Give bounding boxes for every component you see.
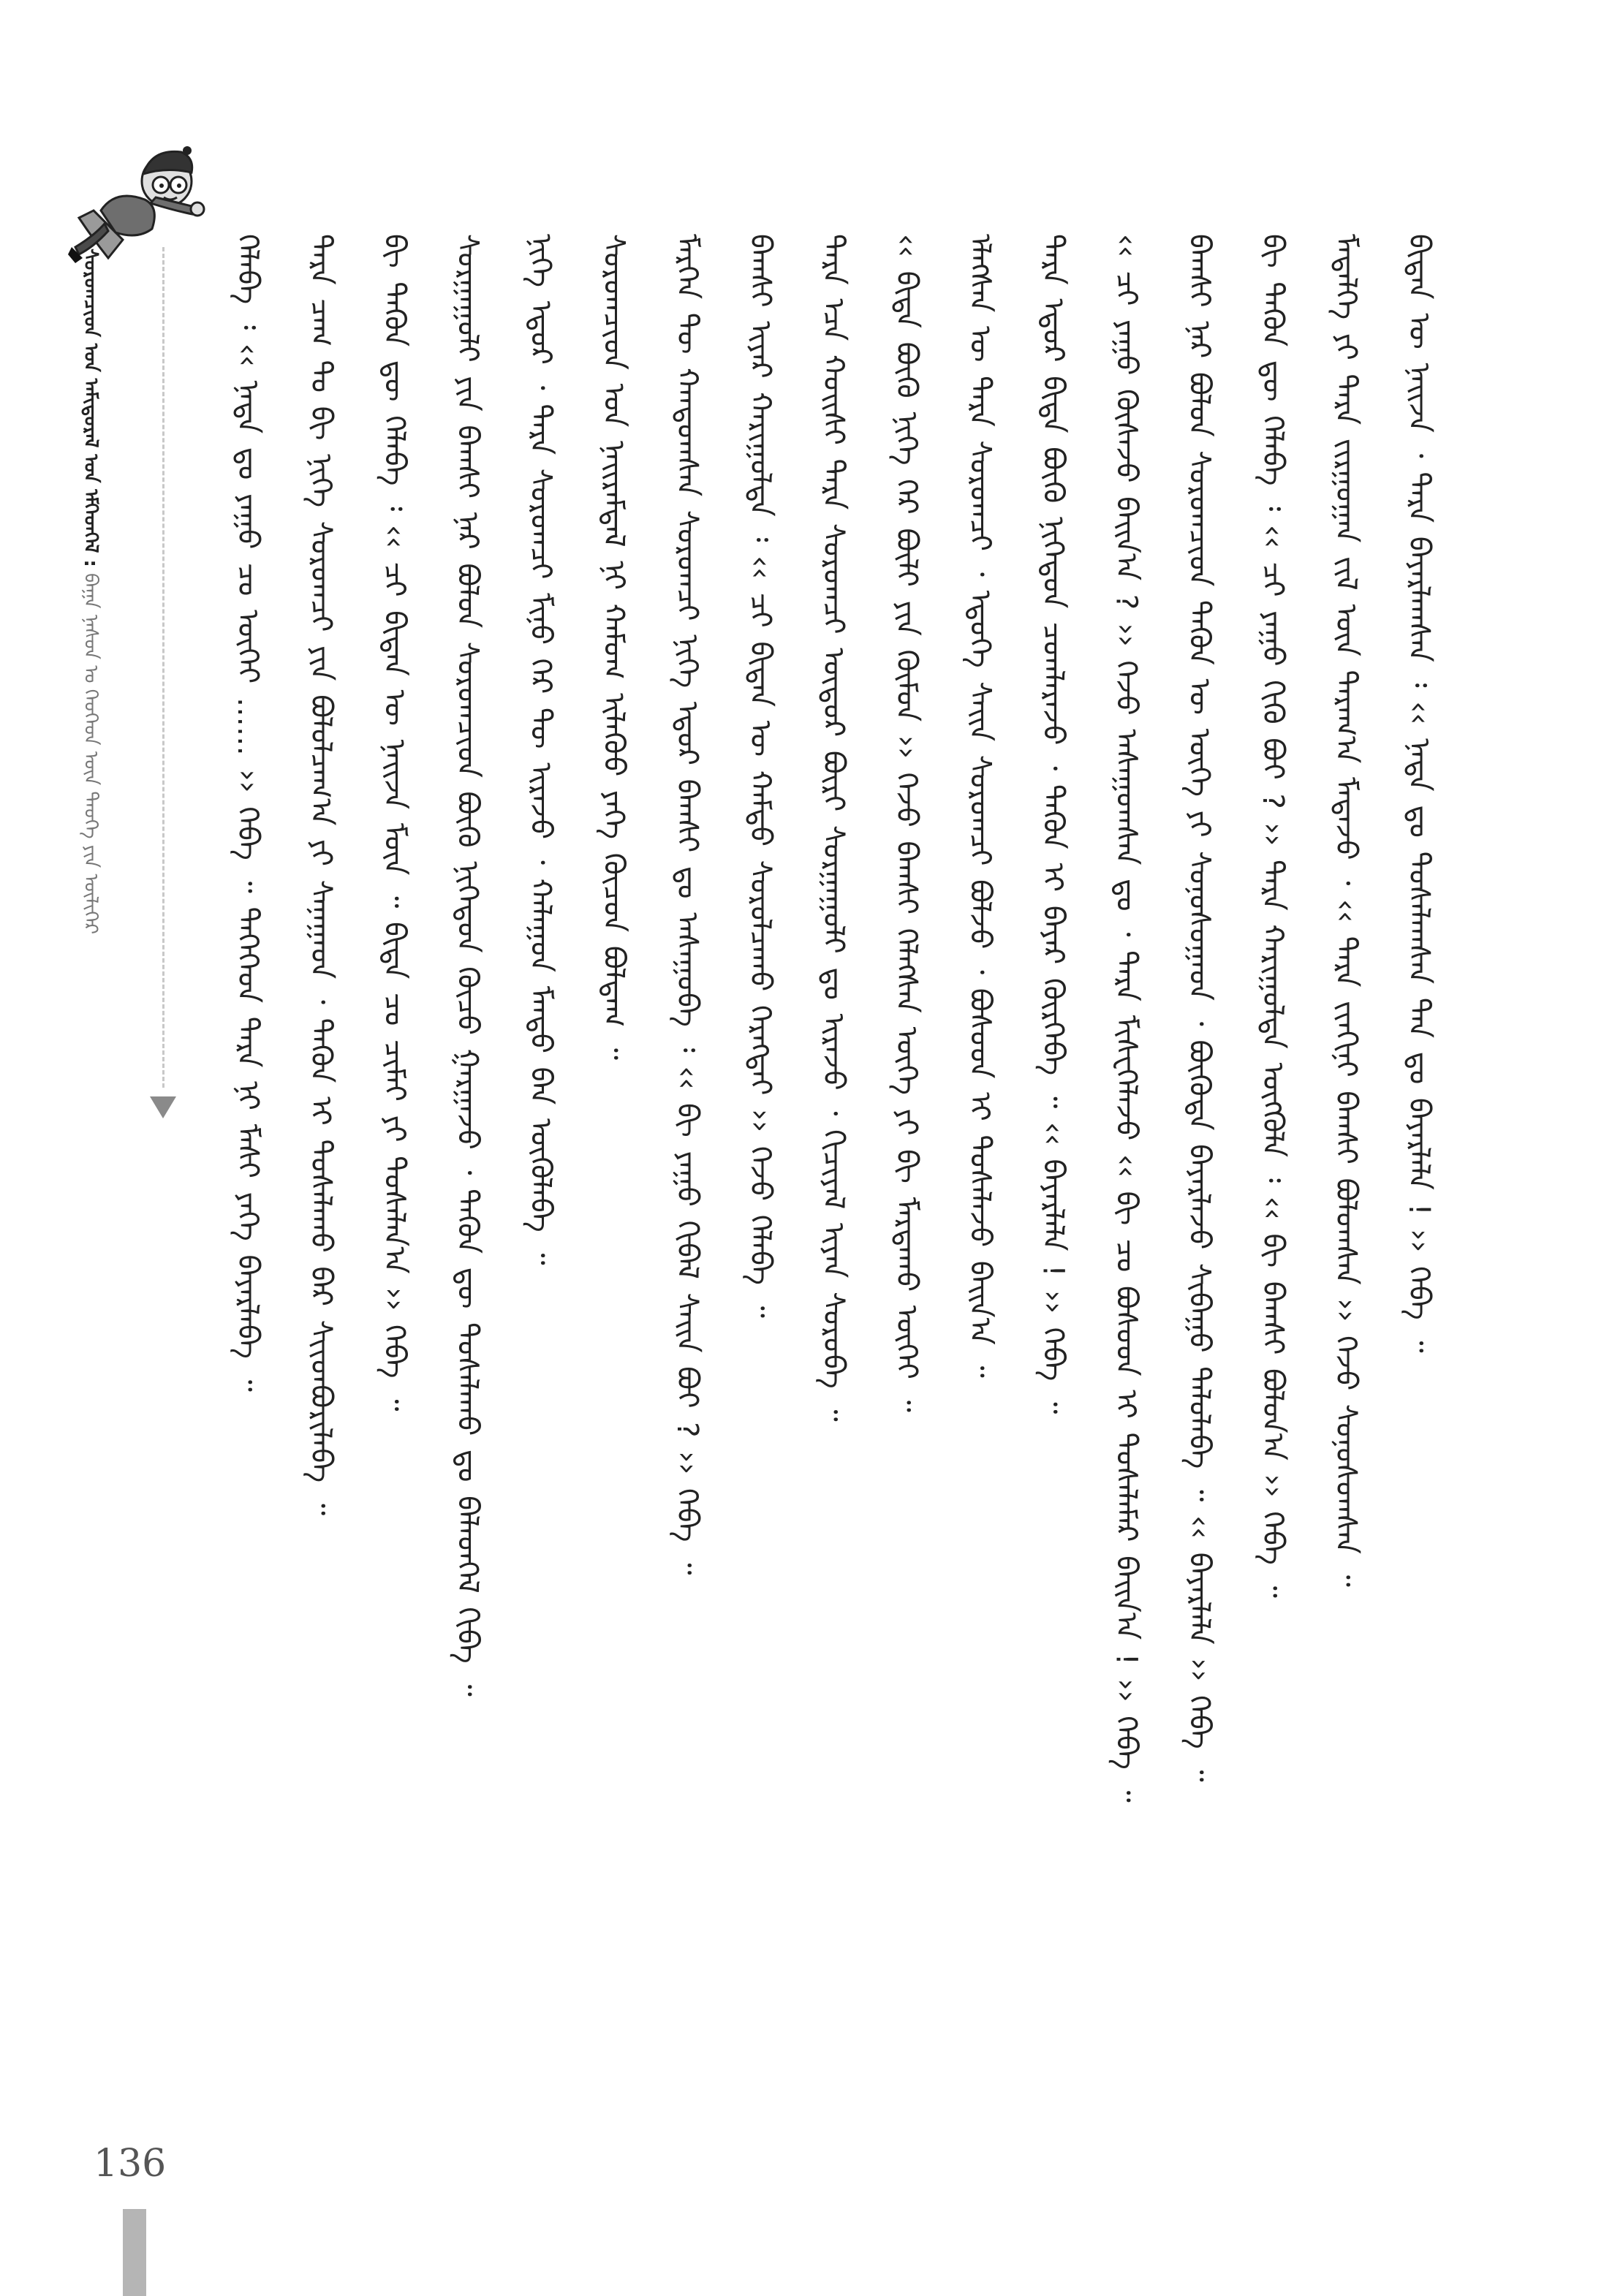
page-edge-bar: [123, 2209, 146, 2296]
text-column: ᠪᠢᠳᠡᠨ ᠦ ᠨᠠᠢᠵᠠ ᠂ ᠲᠡᠷᠡ ᠪᠠᠶᠠᠷᠯᠠᠭᠰᠠᠨ ᠄ ‹‹ ᠨᠠᠳᠠ ᠳᠤ ᠲᠤᠰᠠᠯᠠᠭᠰᠠᠨ ᠲᠠᠨ ᠳᠤ ᠪᠠᠶᠠᠷᠯᠠᠯᠠ ! ›› ᠭᠡᠪᠡ ᠃: [1402, 234, 1436, 1353]
text-column: ᠮᠡᠳᠡᠯᠭᠡ ᠶᠢ ᠲᠡᠷᠡ ᠵᠢᠷᠭᠤᠭᠠᠨ ᠵᠢᠯ ᠦᠨ ᠳᠠᠷᠠᠭ᠎ᠠ ᠮᠡᠳᠡᠵᠦ ᠂ ‹‹ ᠲᠡᠷᠡ ᠵᠢᠨᠬᠢᠨᠢ ᠪᠠᠭᠰᠢ ᠪᠤᠯᠤᠭᠰᠠᠨ ›› ᠭᠡᠵᠦ ᠰᠣᠨᠣᠰᠤᠭᠰᠠᠨ ᠃: [1328, 234, 1363, 1587]
text-column: ᠪᠢ ᠲᠡᠭᠦᠨ ᠳᠦ ᠬᠡᠯᠡᠪᠡ ᠄ ‹‹ ᠴᠢ ᠪᠢᠳᠡᠨ ᠦ ᠨᠠᠢᠵᠠ ᠮᠥᠨ ᠃ ᠪᠢᠳᠡ ᠴᠤ ᠴᠢᠮᠠᠢ ᠶᠢ ᠲᠤᠰᠠᠯᠠᠨ᠎ᠠ ›› ᠭᠡᠪᠡ ᠃: [377, 234, 412, 1412]
header-divider: [162, 247, 164, 1088]
text-column: ᠲᠡᠷᠡ ᠡᠴᠡ ᠬᠣᠢᠰᠢ ᠲᠡᠷᠡ ᠰᠤᠷᠤᠭᠴᠢ ᠥᠳᠦᠷ ᠪᠦᠷᠢ ᠰᠤᠷᠭᠠᠭᠤᠯᠢ ᠳᠤ ᠢᠷᠡᠵᠦ ᠂ ᠬᠢᠴᠢᠶᠡᠯ ᠢᠶᠡᠨ ᠰᠤᠷᠤᠪᠠ ᠃: [817, 234, 850, 1422]
text-column: ᠰᠤᠷᠤᠭᠴᠢᠳ ᠤᠨ ᠨᠠᠢᠷᠠᠮᠳᠠᠯ ᠨᠢ ᠬᠠᠮᠤᠭ ᠢᠯᠡᠭᠦᠦ ᠶᠡᠬᠡ ᠬᠦᠴᠦᠨ ᠪᠤᠯᠳᠠᠭ ᠃: [597, 234, 631, 1061]
page-number: 136: [94, 2142, 167, 2186]
book-subtitle: ᠪᠠᠭᠠ ᠨᠠᠰᠤᠨ ᠤ ᠬᠡᠦᠬᠡᠳ ᠦᠨ ᠲᠡᠦᠬᠡ ᠶᠢᠨ ᠦᠯᠢᠭᠡᠷ: [80, 573, 102, 934]
series-title: ᠰᠤᠷᠤᠭᠴᠢᠳ ᠤᠨ ᠠᠮᠢᠳᠤᠷᠠᠯ ᠤᠨ ᠡᠮᠬᠡᠳᠬᠡᠯ :: [80, 249, 102, 567]
text-column: ᠪᠠᠭᠰᠢ ᠨᠠᠷ ᠪᠤᠯᠤᠨ ᠰᠤᠷᠤᠭᠴᠢᠳ ᠲᠡᠭᠦᠨ ᠦ ᠦᠭᠡ ᠶᠢ ᠰᠣᠨᠣᠰᠣᠭᠠᠳ ᠂ ᠪᠦᠭᠦᠳᠡ ᠪᠠᠶᠠᠷᠯᠠᠵᠤ ᠰᠢᠪᠠᠭᠤ ᠲᠠᠯᠤᠯᠠᠪᠠ ᠃ ‹‹ ᠪᠠᠶᠠᠷᠯᠠᠯᠠ ›› ᠭᠡᠪᠡ ᠃: [1182, 234, 1217, 1782]
text-column: ᠰᠤᠷᠭᠠᠭᠤᠯᠢ ᠶᠢᠨ ᠪᠠᠭᠰᠢ ᠨᠠᠷ ᠪᠤᠯᠤᠨ ᠰᠤᠷᠤᠭᠴᠢᠳ ᠪᠦᠬᠦ ᠨᠢᠭᠡᠳᠦᠨ ᠬᠦᠴᠦ ᠭᠠᠷᠭᠠᠵᠤ ᠂ ᠲᠡᠭᠦᠨ ᠳᠦ ᠲᠤᠰᠠᠯᠠᠬᠤ ᠳᠤ ᠪᠡᠯᠡᠳᠬᠡᠯ ᠬᠢᠪᠡ ᠃: [450, 234, 485, 1697]
text-column: ᠮᠡᠷᠭᠡᠨ ᠲᠦ ᠬᠠᠨᠳᠤᠭᠰᠠᠨ ᠰᠤᠷᠤᠭᠴᠢ ᠨᠢᠭᠡ ᠡᠳᠦᠷ ᠪᠠᠭᠰᠢ ᠳᠤ ᠠᠰᠠᠭᠤᠪᠠ ᠄ ‹‹ ᠪᠢ ᠶᠠᠭᠤ ᠬᠢᠪᠡᠯ ᠰᠠᠢᠨ ᠪᠤᠢ ? ›› ᠭᠡᠪᠡ ᠃: [670, 234, 704, 1575]
triangle-marker-icon: [150, 1096, 176, 1118]
text-column: ᠬᠡᠯᠡᠪᠡ ᠄ ‹‹ ᠨᠠᠳᠠ ᠳᠤ ᠶᠠᠭᠤ ᠴᠤ ᠦᠭᠡᠢ …… ›› ᠭᠡᠪᠡ ᠃ ᠲᠡᠭᠡᠭᠡᠳ ᠲᠡᠷᠡ ᠨᠢ ᠮᠠᠰᠢ ᠶᠡᠬᠡ ᠪᠠᠶᠠᠷᠯᠠᠪᠠ ᠃: [231, 234, 265, 1392]
text-column: ‹‹ ᠪᠢᠳᠡ ᠪᠦᠬᠦ ᠨᠢᠭᠡ ᠭᠡᠷ ᠪᠦᠯᠢ ᠶᠢᠨ ᠬᠦᠮᠦᠨ ›› ᠭᠡᠵᠦ ᠪᠠᠭᠰᠢ ᠬᠡᠯᠡᠭᠰᠡᠨ ᠦᠭᠡ ᠶᠢ ᠪᠢ ᠮᠠᠷᠲᠠᠬᠤ ᠦᠭᠡᠢ ᠃: [890, 234, 924, 1412]
text-column: ‹‹ ᠴᠢ ᠶᠠᠭᠤ ᠬᠦᠰᠡᠵᠦ ᠪᠠᠢᠨ᠎ᠠ ? ›› ᠭᠡᠵᠦ ᠠᠰᠠᠭᠤᠭᠰᠠᠨ ᠳᠤ ᠂ ᠲᠡᠷᠡ ᠮᠢᠰᠧᠭᠡᠯᠡᠵᠦ ‹‹ ᠪᠢ ᠴᠤ ᠪᠤᠰᠤᠳ ᠢ ᠲᠤᠰᠠᠯᠠᠮᠠᠷ ᠪᠠᠢᠨ᠎ᠠ ! ›› ᠭᠡᠪᠡ ᠃: [1109, 234, 1143, 1803]
text-column: ᠨᠢᠭᠡ ᠡᠳᠦᠷ ᠂ ᠲᠡᠷᠡ ᠰᠤᠷᠤᠭᠴᠢ ᠮᠢᠨᠤ ᠭᠡᠷ ᠲᠦ ᠢᠷᠡᠵᠦ ᠂ ᠬᠠᠯᠠᠭᠤᠨ ᠮᠡᠨᠳᠦ ᠪᠡᠨ ᠦᠭᠦᠯᠡᠪᠡ ᠃: [523, 234, 558, 1265]
text-column: ᠪᠠᠭᠰᠢ ᠢᠶᠡᠷ ᠬᠠᠷᠢᠭᠤᠯᠲᠠ ᠄ ‹‹ ᠴᠢ ᠪᠢᠳᠡᠨ ᠦ ᠬᠠᠮᠲᠤ ᠰᠤᠷᠤᠯᠴᠠᠬᠤ ᠬᠡᠷᠡᠭᠲᠡᠢ ›› ᠭᠡᠵᠦ ᠬᠡᠯᠡᠪᠡ ᠃: [743, 234, 777, 1318]
body-text: [219, 234, 1448, 2076]
running-header: [72, 249, 110, 1111]
text-column: ᠲᠡᠷᠡ ᠴᠠᠭ ᠲᠤ ᠪᠢ ᠨᠢᠭᠡ ᠰᠤᠷᠤᠭᠴᠢ ᠶᠢᠨ ᠪᠤᠯᠤᠯᠴᠠᠭ᠎ᠠ ᠶᠢ ᠰᠠᠨᠠᠭᠠᠳ ᠂ ᠲᠡᠭᠦᠨ ᠢ ᠲᠤᠰᠠᠯᠠᠬᠤ ᠪᠡᠷ ᠰᠢᠢᠳᠪᠦᠷᠢᠯᠡᠪᠡ ᠃: [304, 234, 338, 1516]
text-column: ᠡᠯᠡᠭᠰᠡᠨ ᠦ ᠲᠡᠷᠡ ᠰᠤᠷᠤᠭᠴᠢ ᠂ ᠡᠳᠦᠭᠡ ᠰᠠᠢᠨ ᠰᠤᠷᠤᠭᠴᠢ ᠪᠤᠯᠵᠤ ᠂ ᠪᠤᠰᠤᠳ ᠢ ᠲᠤᠰᠠᠯᠠᠵᠤ ᠪᠠᠢᠨ᠎ᠠ ᠃: [963, 234, 997, 1378]
text-column: ᠲᠡᠷᠡ ᠡᠳᠦᠷ ᠪᠢᠳᠡ ᠪᠦᠬᠦ ᠨᠢᠭᠡᠳᠦᠨ ᠴᠤᠭᠯᠠᠷᠠᠵᠤ ᠂ ᠲᠡᠭᠦᠨ ᠢ ᠪᠠᠶᠠᠷ ᠬᠦᠷᠭᠡᠪᠡ ᠃ ‹‹ ᠪᠠᠶᠠᠷᠯᠠᠯᠠ ! ›› ᠭᠡᠪᠡ ᠃: [1036, 234, 1070, 1414]
text-column: ᠪᠢ ᠲᠡᠭᠦᠨ ᠳᠦ ᠬᠡᠯᠡᠪᠡ ᠄ ‹‹ ᠴᠢ ᠶᠠᠭᠤ ᠬᠢᠬᠦ ᠪᠤᠢ ? ›› ᠲᠡᠷᠡ ᠬᠠᠷᠢᠭᠤᠯᠲᠠ ᠦᠭᠭᠦᠯᠡ ᠄ ‹‹ ᠪᠢ ᠪᠠᠭᠰᠢ ᠪᠤᠯᠤᠨ᠎ᠠ ›› ᠭᠡᠪᠡ ᠃: [1255, 234, 1290, 1598]
